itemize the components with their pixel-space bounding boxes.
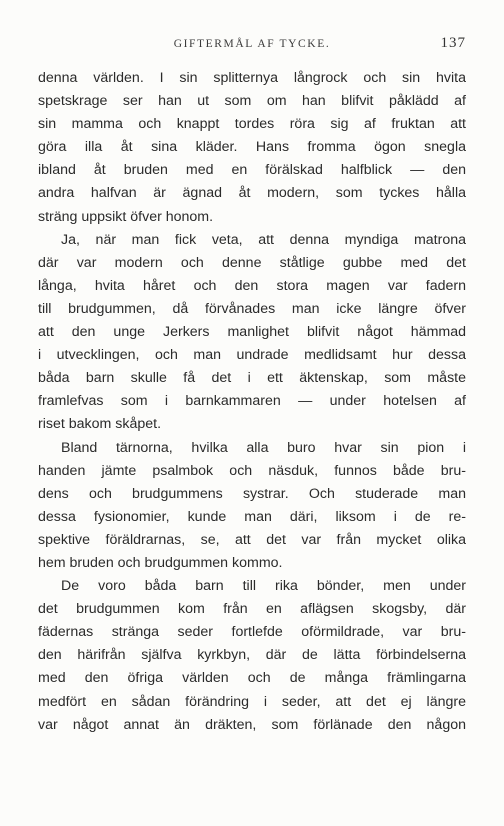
text-line: dens och brudgummens systrar. Och studerade man <box>38 485 466 502</box>
text-line: göra illa åt sina kläder. Hans fromma ögon snegla <box>38 139 466 156</box>
text-line: att den unge Jerkers manlighet blifvit något hämmad <box>38 324 466 341</box>
text-line: hem bruden och brudgummen kommo. <box>38 554 283 571</box>
text-line: ibland åt bruden med en förälskad halfblick — den <box>38 162 466 179</box>
text-line: andra halfvan är ägnad åt modern, som tyckes hålla <box>38 185 466 202</box>
text-line: i utvecklingen, och man undrade medlidsamt hur dessa <box>38 347 466 364</box>
text-line: sträng uppsikt öfver honom. <box>38 208 214 225</box>
text-line: spektive föräldrarnas, se, att det var från mycket olika <box>38 531 466 548</box>
text-line: dessa fysionomier, kunde man däri, liksom i de re- <box>38 508 466 525</box>
text-line: där var modern och denne ståtlige gubbe med det <box>38 254 466 271</box>
text-line: framlefvas som i barnkammaren — under hotelsen af <box>38 393 466 410</box>
running-head <box>38 36 466 56</box>
text-line: spetskrage ser han ut som om han blifvit påklädd af <box>38 93 466 110</box>
text-line: handen jämte psalmbok och näsduk, funnos både bru- <box>38 462 466 479</box>
text-line: Ja, när man fick veta, att denna myndiga matrona <box>61 231 466 248</box>
running-title: GIFTERMÅL AF TYCKE. <box>173 38 331 50</box>
text-line: De voro båda barn till rika bönder, men under <box>61 578 466 595</box>
text-line: var något annat än dräkten, som förlänade den någon <box>38 716 466 733</box>
text-line: långa, hvita håret och den stora magen var fadern <box>38 277 466 294</box>
body-text <box>38 67 466 737</box>
text-line: denna världen. I sin splitternya långrock och sin hvita <box>38 70 466 86</box>
page-number: 137 <box>440 35 466 51</box>
text-line: Bland tärnorna, hvilka alla buro hvar sin pion i <box>61 439 466 456</box>
text-line: fädernas stränga seder fortlefde oförmildrade, var bru- <box>38 624 466 641</box>
text-line: till brudgummen, då förvånades man icke längre öfver <box>38 300 466 317</box>
text-line: det brudgummen kom från en aflägsen skogsby, där <box>38 601 466 618</box>
text-line: båda barn skulle få det i ett äktenskap, som måste <box>38 370 466 387</box>
text-line: den härifrån själfva kyrkbyn, där de lätta förbindelserna <box>38 647 466 664</box>
text-line: med den öfriga världen och de många främlingarna <box>38 670 466 687</box>
text-line: sin mamma och knappt tordes röra sig af fruktan att <box>38 116 466 133</box>
text-line: riset bakom skåpet. <box>38 416 162 433</box>
text-line: medfört en sådan förändring i seder, att det ej längre <box>38 693 466 710</box>
